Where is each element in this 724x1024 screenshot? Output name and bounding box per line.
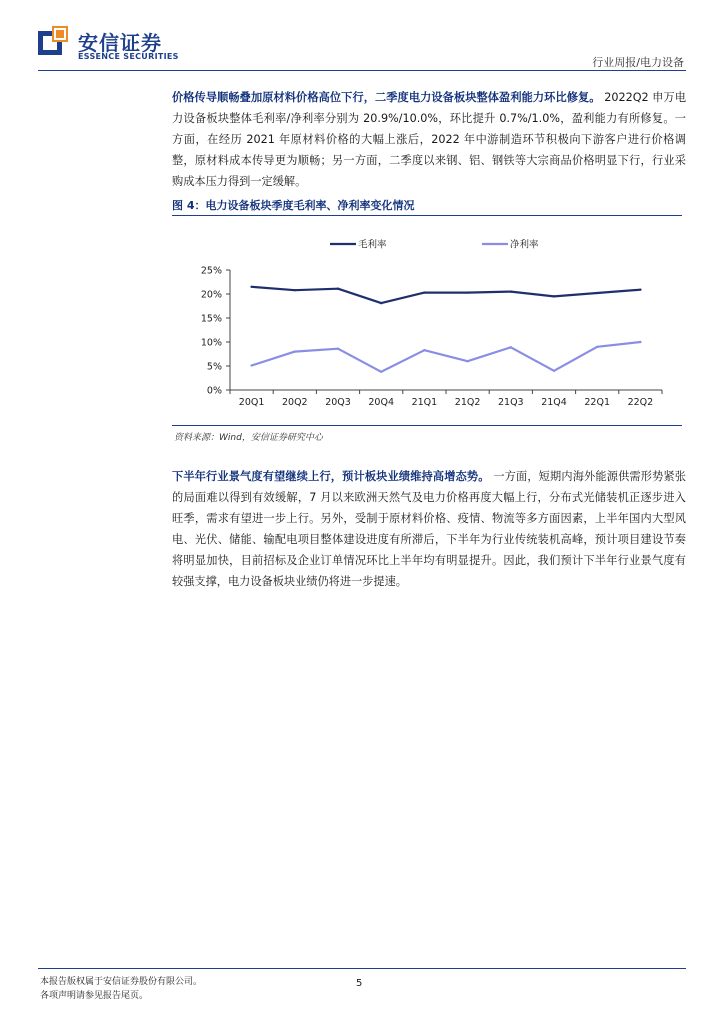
page-number: 5 bbox=[356, 978, 363, 989]
figure-bottom-rule bbox=[172, 425, 682, 426]
y-tick-label: 15% bbox=[200, 313, 222, 325]
data-point bbox=[380, 371, 382, 373]
x-tick-label: 20Q4 bbox=[368, 397, 395, 408]
paragraph-margin-recovery bbox=[172, 87, 686, 192]
data-point bbox=[466, 360, 468, 362]
figure-top-rule bbox=[172, 215, 682, 216]
footer-divider bbox=[38, 968, 686, 969]
paragraph-body: 一方面，短期内海外能源供需形势紧张的局面难以得到有效缓解，7 月以来欧洲天然气及电力价格再度大幅上行，分布式光储装机正逐步进入旺季，需求有望进一步上行。另外，受制于原材料价格、疫情、物流等多方面因素，上半年国内大型风电、光伏、储能、输配电项目整体建设进度有所滞后，下半年为行业传统装机高峰，预计项目建设节奏将明显加快，目前招标及企业订单情况环比上半年均有明显提升。因此，我们预计下半年行业景气度有较强支撑，电力设备板块业绩仍将进一步提速。 bbox=[172, 470, 686, 588]
data-point bbox=[466, 291, 468, 293]
x-tick-label: 21Q4 bbox=[541, 397, 567, 408]
legend-label: 净利率 bbox=[510, 239, 539, 251]
data-point bbox=[596, 292, 598, 294]
paragraph-lead: 价格传导顺畅叠加原材料价格高位下行，二季度电力设备板块整体盈利能力环比修复。 bbox=[172, 91, 601, 104]
data-point bbox=[510, 290, 512, 292]
x-tick-label: 20Q1 bbox=[238, 397, 265, 408]
data-point bbox=[294, 289, 296, 291]
figure-title: 图 4：电力设备板块季度毛利率、净利率变化情况 bbox=[172, 199, 415, 212]
data-point bbox=[423, 291, 425, 293]
x-tick-label: 20Q2 bbox=[281, 397, 308, 408]
paragraph-lead: 下半年行业景气度有望继续上行，预计板块业绩维持高增态势。 bbox=[172, 470, 490, 483]
logo-english-name: ESSENCE SECURITIES bbox=[78, 52, 179, 61]
x-tick-label: 21Q1 bbox=[411, 397, 438, 408]
series-line-0 bbox=[252, 287, 641, 303]
data-point bbox=[337, 348, 339, 350]
data-point bbox=[250, 364, 252, 366]
paragraph-outlook bbox=[172, 466, 686, 592]
data-point bbox=[639, 341, 641, 343]
report-type: 行业周报/电力设备 bbox=[592, 56, 684, 69]
logo-chinese-name: 安信证券 bbox=[78, 31, 162, 55]
data-point bbox=[596, 346, 598, 348]
header-divider bbox=[38, 70, 686, 71]
x-tick-label: 20Q3 bbox=[325, 397, 351, 408]
data-point bbox=[380, 302, 382, 304]
data-point bbox=[423, 349, 425, 351]
series-line-1 bbox=[252, 342, 641, 372]
data-point bbox=[510, 346, 512, 348]
margin-line-chart bbox=[172, 218, 682, 423]
x-tick-label: 21Q3 bbox=[497, 397, 524, 408]
data-point bbox=[337, 288, 339, 290]
x-tick-label: 21Q2 bbox=[454, 397, 481, 408]
data-point bbox=[250, 286, 252, 288]
data-point bbox=[639, 288, 641, 290]
legend-label: 毛利率 bbox=[358, 239, 387, 251]
y-tick-label: 20% bbox=[200, 289, 222, 301]
footer-line-copyright: 本报告版权属于安信证券股份有限公司。 bbox=[40, 977, 203, 987]
paragraph-body: 2022Q2 申万电力设备板块整体毛利率/净利率分别为 20.9%/10.0%，环比提升 0.7%/1.0%，盈利能力有所修复。一方面，在经历 2021 年原材料价格的大幅上涨后，2022 年中游制造环节积极向下游客户进行价格调整，原材料成本传导更为顺畅；另一方面，二季度以来钢、铝、钢铁等大宗商品价格明显下行，行业采购成本压力得到一定缓解。 bbox=[172, 91, 687, 188]
x-tick-label: 22Q2 bbox=[627, 397, 654, 408]
data-point bbox=[294, 350, 296, 352]
figure-source: 资料来源：Wind，安信证券研究中心 bbox=[174, 433, 323, 443]
x-tick-label: 22Q1 bbox=[584, 397, 611, 408]
y-tick-label: 5% bbox=[206, 361, 222, 373]
data-point bbox=[553, 370, 555, 372]
footer-line-notice: 各项声明请参见报告尾页。 bbox=[40, 991, 149, 1001]
y-tick-label: 0% bbox=[206, 385, 222, 397]
footer-disclaimer bbox=[40, 975, 202, 1003]
company-logo bbox=[38, 26, 188, 66]
logo-mark-icon bbox=[38, 26, 68, 56]
y-tick-label: 25% bbox=[200, 265, 222, 277]
y-tick-label: 10% bbox=[200, 337, 222, 349]
data-point bbox=[553, 295, 555, 297]
